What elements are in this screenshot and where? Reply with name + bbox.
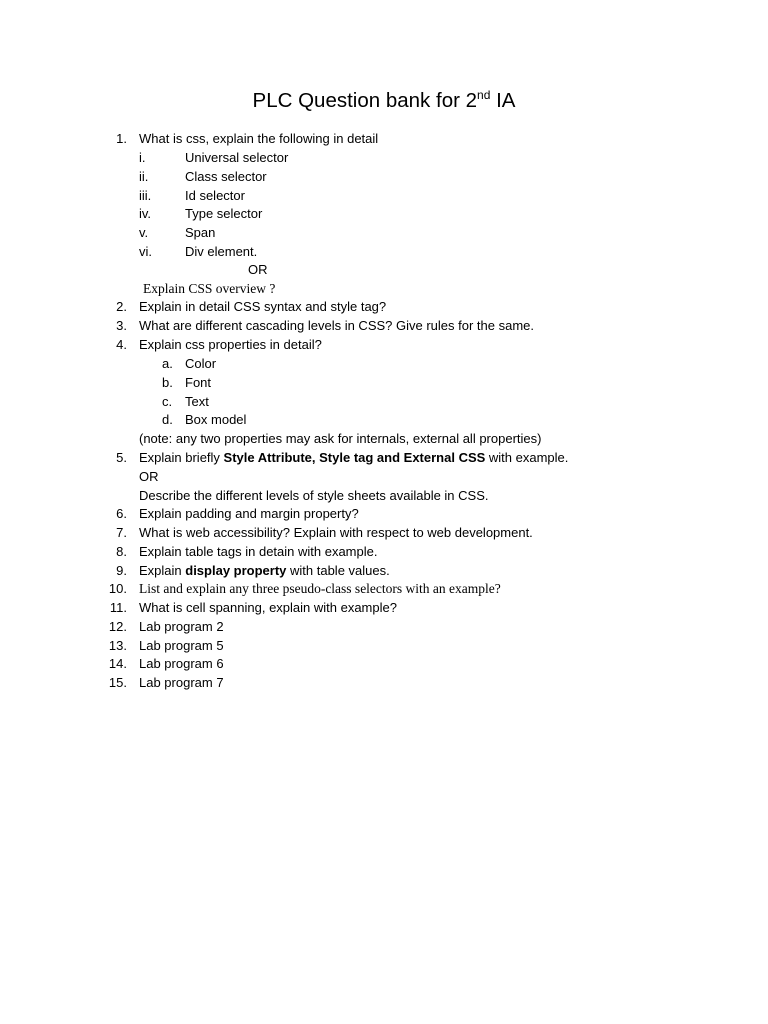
question-text: Lab program 2: [139, 619, 224, 634]
subitem-text: Class selector: [185, 169, 267, 184]
question-number: 2.: [116, 299, 127, 314]
note-text: (note: any two properties may ask for internals, external all properties): [139, 431, 542, 446]
alternative-question: Explain CSS overview ?: [143, 281, 276, 296]
subitem-marker: iii.: [139, 188, 152, 203]
subitem-marker: c.: [162, 394, 173, 409]
subitem-text: Color: [185, 356, 217, 371]
question-text: Lab program 5: [139, 638, 224, 653]
subitem-text: Id selector: [185, 188, 245, 203]
question-text-bold: display property: [185, 563, 287, 578]
subitem-marker: b.: [162, 375, 173, 390]
question-text-bold: Style Attribute, Style tag and External CSS: [223, 450, 486, 465]
question-number: 14.: [108, 656, 127, 671]
question-text-part: Explain: [139, 563, 186, 578]
subitem-text: Span: [185, 225, 216, 240]
question-number: 12.: [108, 619, 127, 634]
question-text: Lab program 7: [139, 675, 224, 690]
title-superscript: nd: [477, 88, 491, 102]
page-title: [0, 88, 768, 114]
subitem-text: Type selector: [185, 206, 263, 221]
question-text: Explain css properties in detail?: [139, 337, 322, 352]
title-text: PLC Question bank for 2: [252, 89, 478, 112]
question-text-part: with table values.: [286, 563, 390, 578]
subitem-marker: ii.: [139, 169, 149, 184]
question-text: What are different cascading levels in CSS? Give rules for the same.: [139, 318, 535, 333]
question-text: Explain padding and margin property?: [139, 506, 359, 521]
subitem-text: Box model: [185, 412, 247, 427]
subitem-marker: d.: [162, 412, 173, 427]
question-number: 7.: [116, 525, 127, 540]
subitem-text: Universal selector: [185, 150, 289, 165]
question-number: 8.: [116, 544, 127, 559]
subitem-marker: i.: [139, 150, 146, 165]
question-text: What is web accessibility? Explain with respect to web development.: [139, 525, 533, 540]
subitem-marker: a.: [162, 356, 173, 371]
question-number: 11.: [109, 600, 127, 615]
subitem-marker: v.: [139, 225, 149, 240]
subitem-marker: iv.: [139, 206, 152, 221]
question-text: Lab program 6: [139, 656, 224, 671]
question-text: List and explain any three pseudo-class selectors with an example?: [139, 581, 501, 596]
or-separator: OR: [248, 262, 268, 277]
or-separator: OR: [139, 469, 159, 484]
question-text: [139, 563, 390, 579]
subitem-text: Div element.: [185, 244, 258, 259]
question-text: Explain in detail CSS syntax and style tag?: [139, 299, 387, 314]
question-number: 6.: [116, 506, 127, 521]
question-text-part: with example.: [485, 450, 569, 465]
question-number: 3.: [116, 318, 127, 333]
question-number: 1.: [116, 131, 127, 146]
title-suffix: IA: [490, 89, 516, 112]
subitem-marker: vi.: [139, 244, 152, 259]
question-text: What is css, explain the following in detail: [139, 131, 379, 146]
question-number: 10.: [108, 581, 127, 596]
question-number: 9.: [116, 563, 127, 578]
question-number: 15.: [108, 675, 127, 690]
subitem-text: Font: [185, 375, 212, 390]
question-text: Explain table tags in detain with example.: [139, 544, 378, 559]
subitem-text: Text: [185, 394, 209, 409]
question-number: 13.: [108, 638, 127, 653]
question-text-part: Explain briefly: [139, 450, 224, 465]
question-number: 5.: [116, 450, 127, 465]
question-text: What is cell spanning, explain with example?: [139, 600, 397, 615]
question-number: 4.: [116, 337, 127, 352]
question-text: [139, 450, 568, 466]
alternative-question: Describe the different levels of style sheets available in CSS.: [139, 488, 489, 503]
